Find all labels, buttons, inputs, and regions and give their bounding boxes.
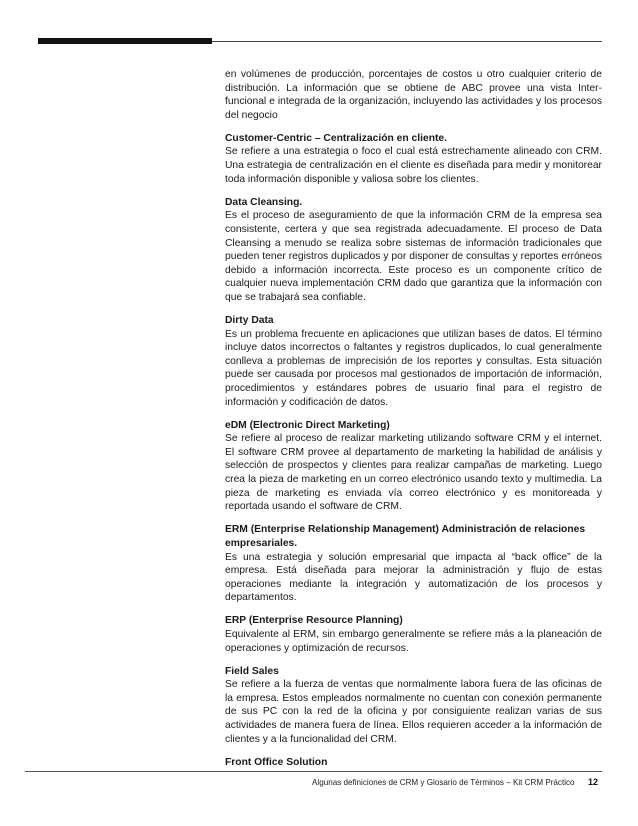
header-thin-rule bbox=[212, 41, 602, 42]
entry-term: eDM (Electronic Direct Marketing) bbox=[225, 419, 390, 431]
entry-term: Front Office Solution bbox=[225, 756, 328, 768]
entry-definition: Es una estrategia y solución empresarial que impacta al “back office” de la empresa. Está diseñada para mejorar la administración y flujo de estas operaciones mediante la integración y automatización de los procesos y departamentos. bbox=[225, 551, 602, 604]
glossary-entry bbox=[225, 419, 602, 514]
glossary-entry bbox=[225, 614, 602, 655]
entry-term: Dirty Data bbox=[225, 315, 274, 326]
entry-term: ERM (Enterprise Relationship Management) Administración de relaciones empresariales. bbox=[225, 524, 586, 549]
entry-definition: Se refiere a una estrategia o foco el cual está estrechamente alineado con CRM. Una estrategia de centralización en el cliente es diseñada para medir y monitorear toda información disponible y valiosa sobre los clientes. bbox=[225, 146, 602, 185]
glossary-entry bbox=[225, 196, 602, 305]
intro-text: en volúmenes de producción, porcentajes de costos u otro cualquier criterio de distribución. La información que se obtiene de ABC provee una vista Inter-funcional e integrada de la organización, incluyendo las actividades y los procesos del negocio bbox=[225, 69, 602, 121]
entry-definition: Se refiere a la fuerza de ventas que normalmente labora fuera de las oficinas de la empresa. Estos empleados normalmente no cuentan con conexión permanente de sus PC con la red de la oficina y por consiguiente realizan varias de sus actividades de manera fuera de línea. Ellos requieren acceder a la información de clientes y a la funcionalidad del CRM. bbox=[225, 679, 602, 745]
glossary-content bbox=[225, 68, 602, 779]
entry-definition: Se refiere al proceso de realizar marketing utilizando software CRM y el internet. El software CRM provee al departamento de marketing la habilidad de análisis y selección de prospectos y clientes para realizar campañas de marketing. Luego crea la pieza de marketing en un correo electrónico usando texto y multimedia. La pieza de marketing es enviada vía correo electrónico y es monitoreada y reportada usando el software de CRM. bbox=[225, 433, 602, 513]
glossary-entry bbox=[225, 756, 602, 770]
glossary-entry bbox=[225, 132, 602, 186]
glossary-entry bbox=[225, 523, 602, 605]
entry-term: Data Cleansing. bbox=[225, 196, 303, 208]
footer-rule bbox=[25, 771, 602, 772]
glossary-entry bbox=[225, 314, 602, 409]
glossary-entry bbox=[225, 665, 602, 747]
entry-term: Field Sales bbox=[225, 665, 279, 677]
intro-paragraph bbox=[225, 68, 602, 122]
entry-definition: Equivalente al ERM, sin embargo generalmente se refiere más a la planeación de operaciones y optimización de recursos. bbox=[225, 628, 602, 654]
page-number: 12 bbox=[588, 777, 599, 787]
header-thick-rule bbox=[38, 38, 212, 44]
entry-term: Customer-Centric – Centralización en cliente. bbox=[225, 132, 448, 144]
footer-text: Algunas definiciones de CRM y Glosario de Términos – Kit CRM Práctico bbox=[312, 778, 575, 787]
entry-definition: Es un problema frecuente en aplicaciones que utilizan bases de datos. El término incluye datos incorrectos o faltantes y registros duplicados, lo cual generalmente conlleva a problemas de imprecisión de los reportes y consultas. Esta situación puede ser causada por procesos mal gestionados de importación de información, procedimientos y estándares pobres de usuario final para el registro de información y codificación de datos. bbox=[225, 328, 602, 408]
entry-term: ERP (Enterprise Resource Planning) bbox=[225, 615, 403, 627]
entry-definition: Es el proceso de aseguramiento de que la información CRM de la empresa sea consistente, certera y que sea registrada adecuadamente. El proceso de Data Cleansing a menudo se realiza sobre sistemas de información tradicionales que pueden tener registros duplicados y por disponer de consultas y reportes erróneos debido a información incorrecta. Este proceso es un componente crítico de cualquier nueva implementación CRM dado que garantiza que la información con que se trabajará sea confiable. bbox=[225, 210, 602, 303]
